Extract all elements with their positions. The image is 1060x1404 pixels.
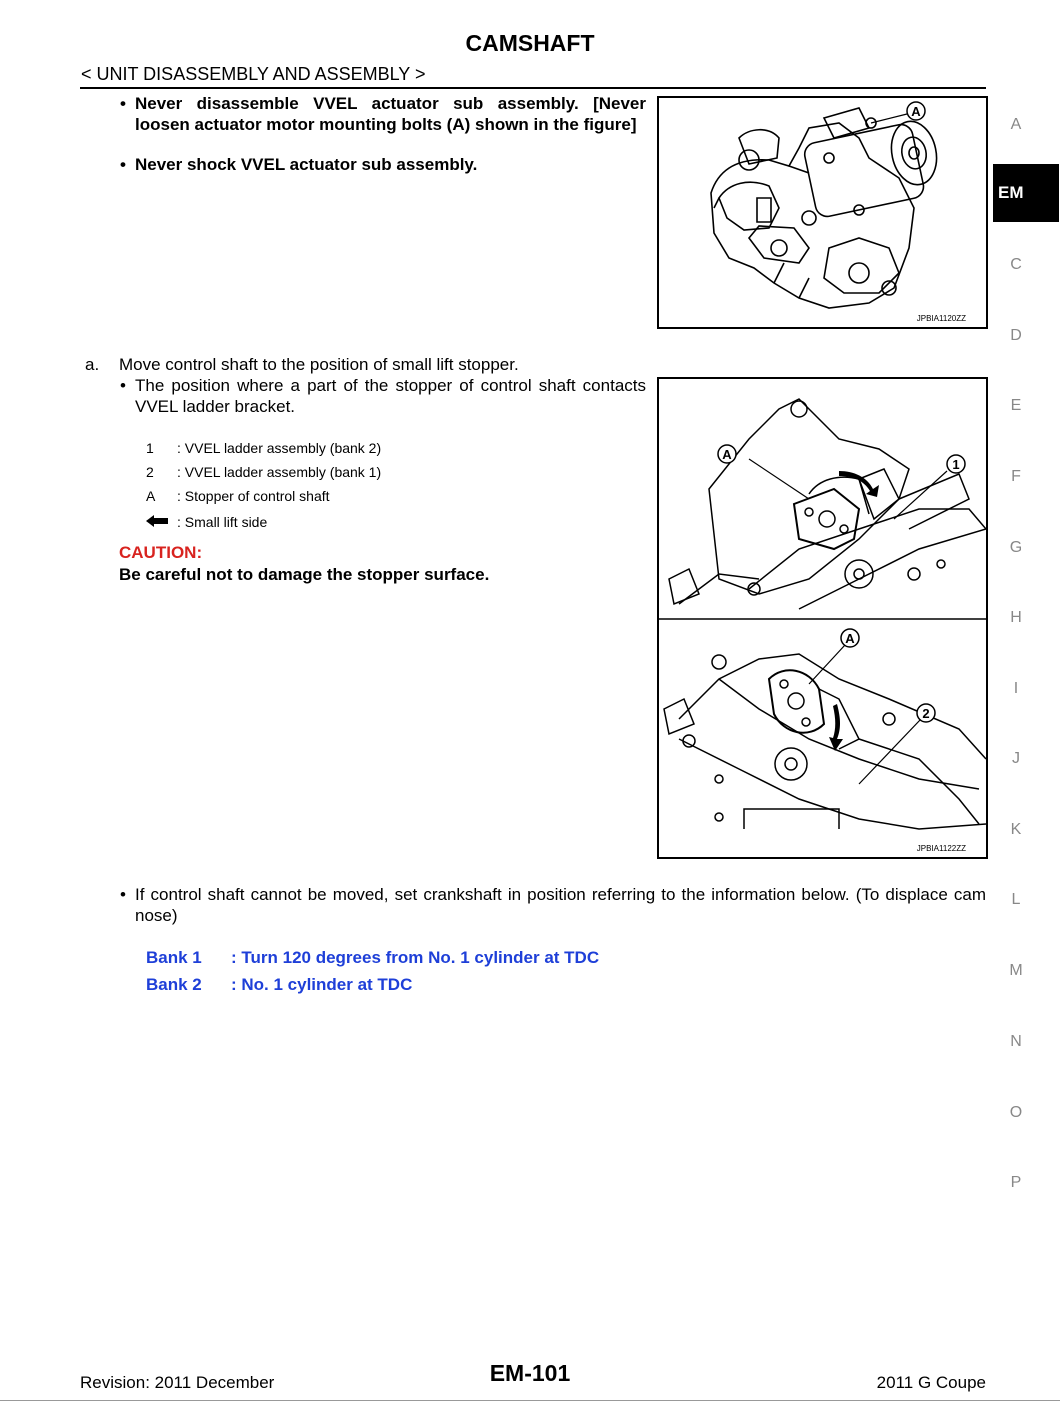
caution-item-2: • Never shock VVEL actuator sub assembly. — [120, 155, 478, 174]
callout-a-leader — [871, 114, 907, 123]
footer-revision: Revision: 2011 December — [80, 1373, 275, 1392]
callout-2-label: 2 — [922, 706, 930, 721]
legend — [146, 440, 466, 540]
legend-item-a: A : Stopper of control shaft — [146, 488, 330, 504]
bullet-dot: • — [120, 376, 126, 395]
side-index-o[interactable]: O — [1009, 1104, 1023, 1121]
side-index-l[interactable]: L — [1011, 891, 1021, 908]
callout-a-leader-top — [749, 459, 809, 499]
note-bullet: • If control shaft cannot be moved, set crankshaft in position referring to the information below. (To displace cam nose) — [120, 885, 986, 925]
side-index-j[interactable]: J — [1012, 750, 1020, 767]
footer-model: 2011 G Coupe — [876, 1373, 986, 1392]
bank-1-value: : Turn 120 degrees from No. 1 cylinder at TDC — [231, 948, 600, 967]
callout-2-leader — [859, 719, 921, 784]
bank-2-label: Bank 2 — [146, 975, 202, 994]
caution-label: CAUTION: — [119, 543, 203, 562]
side-index-em-active[interactable]: EM — [993, 164, 1059, 222]
side-index-m[interactable]: M — [1009, 962, 1023, 979]
bank-2-value: : No. 1 cylinder at TDC — [231, 975, 413, 994]
bullet-dot: • — [120, 155, 126, 174]
callout-1-leader — [894, 471, 947, 519]
bullet-dot: • — [120, 885, 126, 904]
rotation-arrow-bottom — [829, 704, 843, 751]
step-marker: a. — [85, 355, 100, 374]
callout-a-label-top: A — [722, 447, 732, 462]
side-index-d[interactable]: D — [1010, 327, 1022, 344]
side-index-n[interactable]: N — [1010, 1033, 1022, 1050]
caution-text: Be careful not to damage the stopper surface. — [119, 565, 490, 584]
section-heading: < UNIT DISASSEMBLY AND ASSEMBLY > — [81, 64, 426, 84]
legend-item-2: 2 : VVEL ladder assembly (bank 1) — [146, 464, 382, 480]
figure-id: JPBIA1122ZZ — [916, 844, 966, 853]
page-bottom-edge — [0, 1400, 1060, 1401]
stopper-drawing — [659, 379, 986, 857]
bullet-dot: • — [120, 94, 126, 113]
rotation-arrow-top — [839, 471, 879, 497]
callout-1-label: 1 — [952, 457, 960, 472]
actuator-drawing — [659, 98, 986, 327]
page-title: CAMSHAFT — [465, 30, 595, 56]
legend-item-arrow: : Small lift side — [146, 514, 466, 532]
legend-item-1: 1 : VVEL ladder assembly (bank 2) — [146, 440, 382, 456]
callout-a-label: A — [911, 104, 921, 119]
side-index-k[interactable]: K — [1010, 821, 1022, 838]
figure-vvel-actuator — [657, 96, 988, 329]
figure-id: JPBIA1120ZZ — [916, 314, 966, 323]
side-index-i[interactable]: I — [1013, 680, 1019, 697]
side-index-p[interactable]: P — [1010, 1174, 1022, 1191]
caution-item-1: • Never disassemble VVEL actuator sub assembly. [Never loosen actuator motor mounting bolts (A) shown in the figure] — [120, 94, 646, 134]
step-a-text: Move control shaft to the position of small lift stopper. — [119, 355, 519, 374]
side-index-e[interactable]: E — [1010, 397, 1022, 414]
side-index-f[interactable]: F — [1011, 468, 1021, 485]
step-a-bullet: • The position where a part of the stopper of control shaft contacts VVEL ladder bracket. — [120, 376, 646, 416]
side-index-g[interactable]: G — [1009, 539, 1023, 556]
figure-control-shaft-stopper — [657, 377, 988, 859]
side-index-c[interactable]: C — [1010, 256, 1022, 273]
side-index-h[interactable]: H — [1010, 609, 1022, 626]
callout-a-label-bottom: A — [845, 631, 855, 646]
bank-1-label: Bank 1 — [146, 948, 202, 967]
side-index-a[interactable]: A — [1010, 116, 1022, 133]
arrow-left-icon — [146, 515, 168, 527]
page-number: EM-101 — [489, 1360, 571, 1386]
header-rule — [80, 87, 986, 89]
